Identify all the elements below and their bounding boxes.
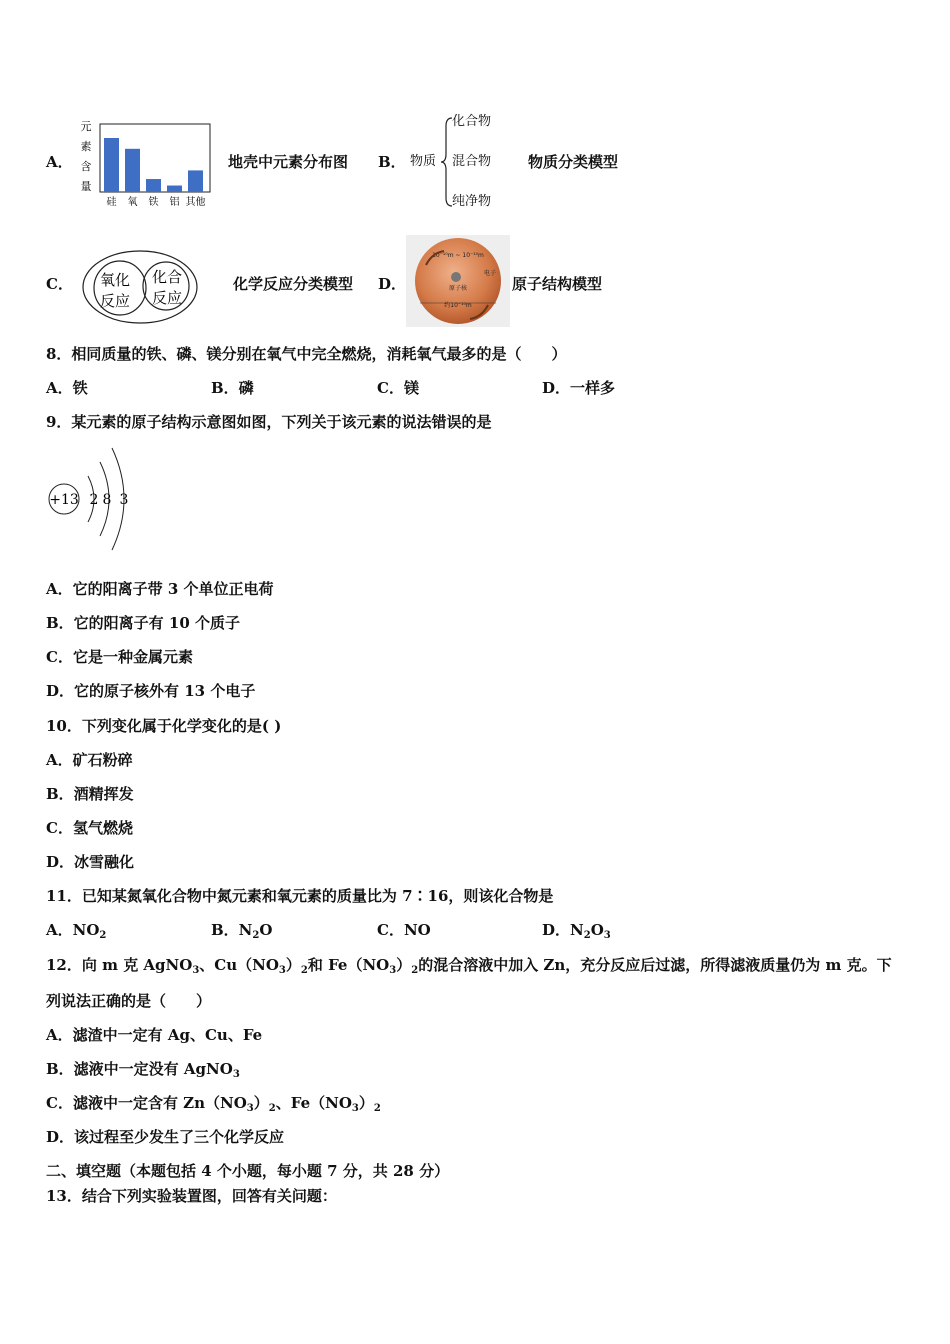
nucleus-label: 原子核 xyxy=(448,285,468,292)
y-axis-label-char: 量 xyxy=(80,180,92,193)
q9-option-d[interactable]: D．它的原子核外有 13 个电子 xyxy=(46,682,256,700)
combination-label-2: 反应 xyxy=(152,289,183,307)
q7-option-c-label: C． xyxy=(46,275,73,293)
nucleus-charge: +13 xyxy=(49,492,79,508)
q10-option-c[interactable]: C．氢气燃烧 xyxy=(46,819,133,837)
atom-size-bottom-label: 约10⁻¹⁰m xyxy=(444,302,472,309)
q7-option-a-label: A． xyxy=(46,153,73,171)
q11-option-a[interactable]: A．$NO_2$ xyxy=(46,921,107,941)
bar-1 xyxy=(125,149,140,192)
q11-option-d[interactable]: D．$N_2O_3$ xyxy=(542,921,611,941)
q10-stem: 10．下列变化属于化学变化的是( ) xyxy=(46,717,282,735)
bar-4 xyxy=(188,170,203,192)
section-2-heading: 二、填空题（本题包括 4 个小题，每小题 7 分，共 28 分） xyxy=(46,1162,450,1180)
x-tick-label: 其他 xyxy=(185,197,206,208)
y-axis-label-char: 素 xyxy=(80,140,92,153)
q12-stem-line-1: 12．向 m 克 AgNO$_3$、$Cu(NO_3)_2$和 $Fe(NO_3)_2$的混合溶液中加入 Zn，充分反应后过滤，所得滤液质量仍为 m 克。下 xyxy=(46,956,892,976)
q8-option-c[interactable]: C．镁 xyxy=(377,379,419,397)
oxidation-label-1: 氧化 xyxy=(100,271,131,289)
q11-option-b[interactable]: B．$N_2O$ xyxy=(211,921,273,941)
matter-item-compound: 化合物 xyxy=(452,114,492,129)
q10-option-d[interactable]: D．冰雪融化 xyxy=(46,853,135,871)
crust-element-bar-chart xyxy=(78,116,218,208)
q10-option-b[interactable]: B．酒精挥发 xyxy=(46,785,134,803)
matter-root-label: 物质 xyxy=(410,154,437,169)
atomic-structure-diagram xyxy=(44,442,144,554)
bar-2 xyxy=(146,179,161,192)
q12-option-d[interactable]: D．该过程至少发生了三个化学反应 xyxy=(46,1128,285,1146)
q9-stem: 9．某元素的原子结构示意图如图，下列关于该元素的说法错误的是 xyxy=(46,413,492,431)
q9-option-c[interactable]: C．它是一种金属元素 xyxy=(46,648,193,666)
q13-stem: 13．结合下列实验装置图，回答有关问题： xyxy=(46,1187,337,1205)
q9-option-a[interactable]: A．它的阳离子带 3 个单位正电荷 xyxy=(46,580,274,598)
matter-item-mixture: 混合物 xyxy=(452,154,492,169)
q7-option-c-text: 化学反应分类模型 xyxy=(233,275,354,293)
shell-2-electrons: 8 xyxy=(102,492,112,508)
bar-3 xyxy=(167,186,182,192)
q10-option-a[interactable]: A．矿石粉碎 xyxy=(46,751,133,769)
q8-stem: 8．相同质量的铁、磷、镁分别在氧气中完全燃烧，消耗氧气最多的是（ ） xyxy=(46,345,567,363)
q7-option-b-label: B． xyxy=(378,153,406,171)
bar-0 xyxy=(104,138,119,192)
x-tick-label: 硅 xyxy=(106,197,117,208)
q8-option-a[interactable]: A．铁 xyxy=(46,379,88,397)
x-tick-label: 氧 xyxy=(127,197,138,208)
reaction-classification-diagram xyxy=(80,248,200,326)
shell-3-electrons: 3 xyxy=(119,492,129,508)
x-tick-label: 铝 xyxy=(169,197,180,208)
combination-label-1: 化合 xyxy=(152,268,183,286)
q7-option-d-text: 原子结构模型 xyxy=(512,275,603,293)
atom-structure-model-image xyxy=(406,235,510,327)
q7-option-b-text: 物质分类模型 xyxy=(528,153,619,171)
atom-size-top-label: 10⁻¹⁰m ~ 10⁻¹⁰m xyxy=(432,252,484,259)
q9-option-b[interactable]: B．它的阳离子有 10 个质子 xyxy=(46,614,240,632)
q12-option-b[interactable]: B．滤液中一定没有 AgNO$_3$ xyxy=(46,1060,240,1080)
y-axis-label-char: 含 xyxy=(80,160,92,173)
q12-option-a[interactable]: A．滤渣中一定有 Ag、Cu、Fe xyxy=(46,1026,263,1044)
oxidation-label-2: 反应 xyxy=(100,292,131,310)
q11-stem: 11．已知某氮氧化合物中氮元素和氧元素的质量比为 7∶16，则该化合物是 xyxy=(46,887,554,905)
x-tick-label: 铁 xyxy=(148,197,159,208)
y-axis-label-char: 元 xyxy=(80,120,92,133)
q12-option-c[interactable]: C．滤液中一定含有 $Zn(NO_3)_2$、$Fe(NO_3)_2$ xyxy=(46,1094,381,1114)
q8-option-d[interactable]: D．一样多 xyxy=(542,379,616,397)
electron-label: 电子 xyxy=(484,270,497,277)
q7-option-d-label: D． xyxy=(378,275,407,293)
q11-option-c[interactable]: C．NO xyxy=(377,921,431,939)
q7-option-a-text: 地壳中元素分布图 xyxy=(228,153,349,171)
shell-1-electrons: 2 xyxy=(89,492,99,508)
matter-item-pure: 纯净物 xyxy=(452,194,492,209)
q12-stem-line-2: 列说法正确的是（ ） xyxy=(46,992,212,1010)
q8-option-b[interactable]: B．磷 xyxy=(211,379,254,397)
